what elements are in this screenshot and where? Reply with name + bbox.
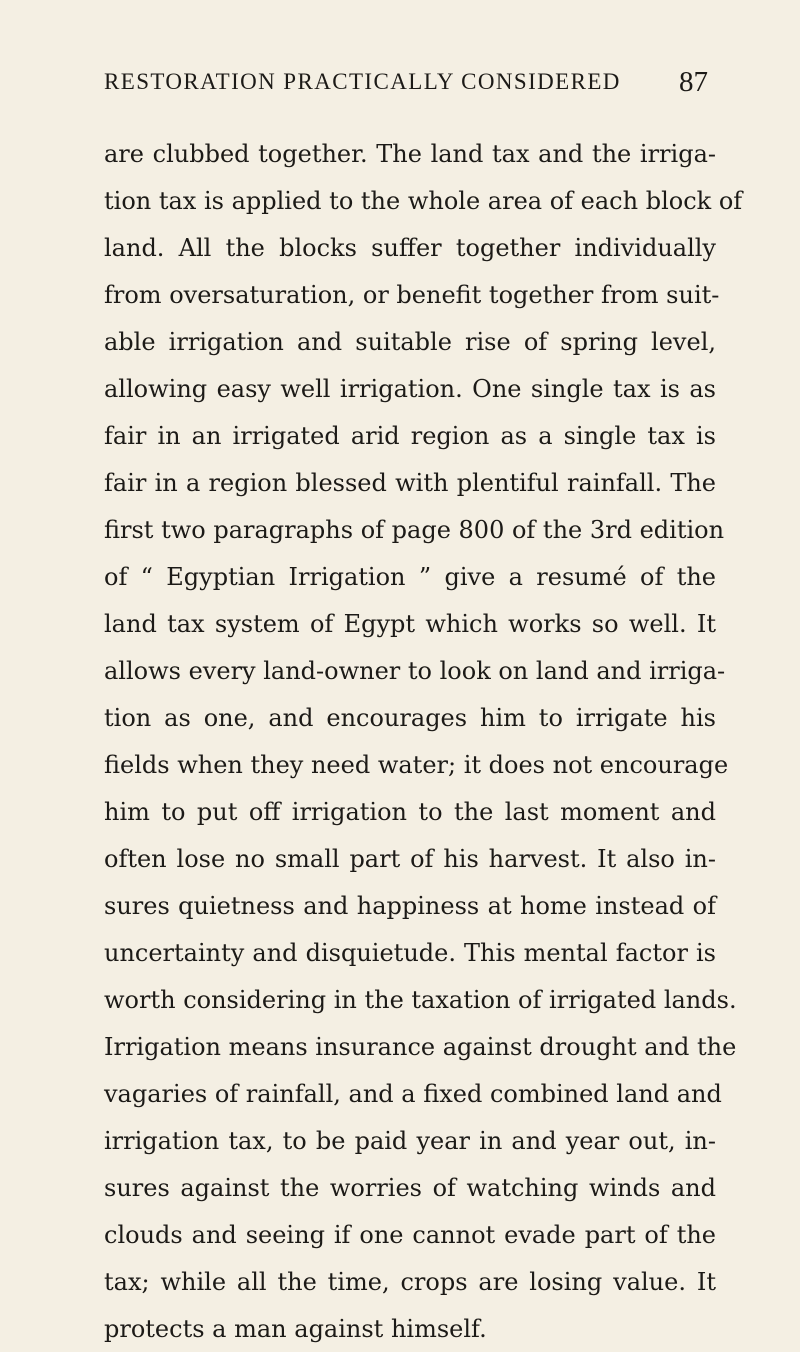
- text-line: able irrigation and suitable rise of spring level,: [104, 328, 716, 356]
- text-line: him to put off irrigation to the last moment and: [104, 798, 716, 826]
- text-line: vagaries of rainfall, and a fixed combined land and: [104, 1080, 722, 1108]
- running-head: [104, 62, 708, 102]
- text-line: tion as one, and encourages him to irrigate his: [104, 704, 716, 732]
- text-line: first two paragraphs of page 800 of the 3rd edition: [104, 516, 725, 544]
- text-line: often lose no small part of his harvest. It also in-: [104, 845, 716, 873]
- text-line: tion tax is applied to the whole area of each block of: [104, 187, 743, 215]
- text-line: Irrigation means insurance against drought and the: [104, 1033, 737, 1061]
- text-line: worth considering in the taxation of irrigated lands.: [104, 986, 737, 1014]
- text-line: land tax system of Egypt which works so well. It: [104, 610, 716, 638]
- text-line: are clubbed together. The land tax and the irriga-: [104, 140, 716, 168]
- page-number: 87: [679, 66, 708, 98]
- text-line: sures against the worries of watching winds and: [104, 1174, 716, 1202]
- body-paragraph: [104, 131, 743, 1352]
- text-line: uncertainty and disquietude. This mental factor is: [104, 939, 716, 967]
- text-line: from oversaturation, or benefit together from suit-: [104, 281, 720, 309]
- text-line: protects a man against himself.: [104, 1315, 487, 1343]
- text-line: irrigation tax, to be paid year in and year out, in-: [104, 1127, 716, 1155]
- text-line: fair in an irrigated arid region as a single tax is: [104, 422, 716, 450]
- text-line: fair in a region blessed with plentiful rainfall. The: [104, 469, 716, 497]
- text-line: allowing easy well irrigation. One single tax is as: [104, 375, 716, 403]
- text-line: sures quietness and happiness at home instead of: [104, 892, 716, 920]
- text-line: land. All the blocks suffer together individually: [104, 234, 716, 262]
- running-title: RESTORATION PRACTICALLY CONSIDERED: [104, 69, 621, 94]
- text-line: clouds and seeing if one cannot evade part of the: [104, 1221, 716, 1249]
- text-line: allows every land-owner to look on land and irriga-: [104, 657, 726, 685]
- text-line: tax; while all the time, crops are losing value. It: [104, 1268, 716, 1296]
- text-line: of “ Egyptian Irrigation ” give a resumé of the: [104, 563, 716, 591]
- text-line: fields when they need water; it does not encourage: [104, 751, 729, 779]
